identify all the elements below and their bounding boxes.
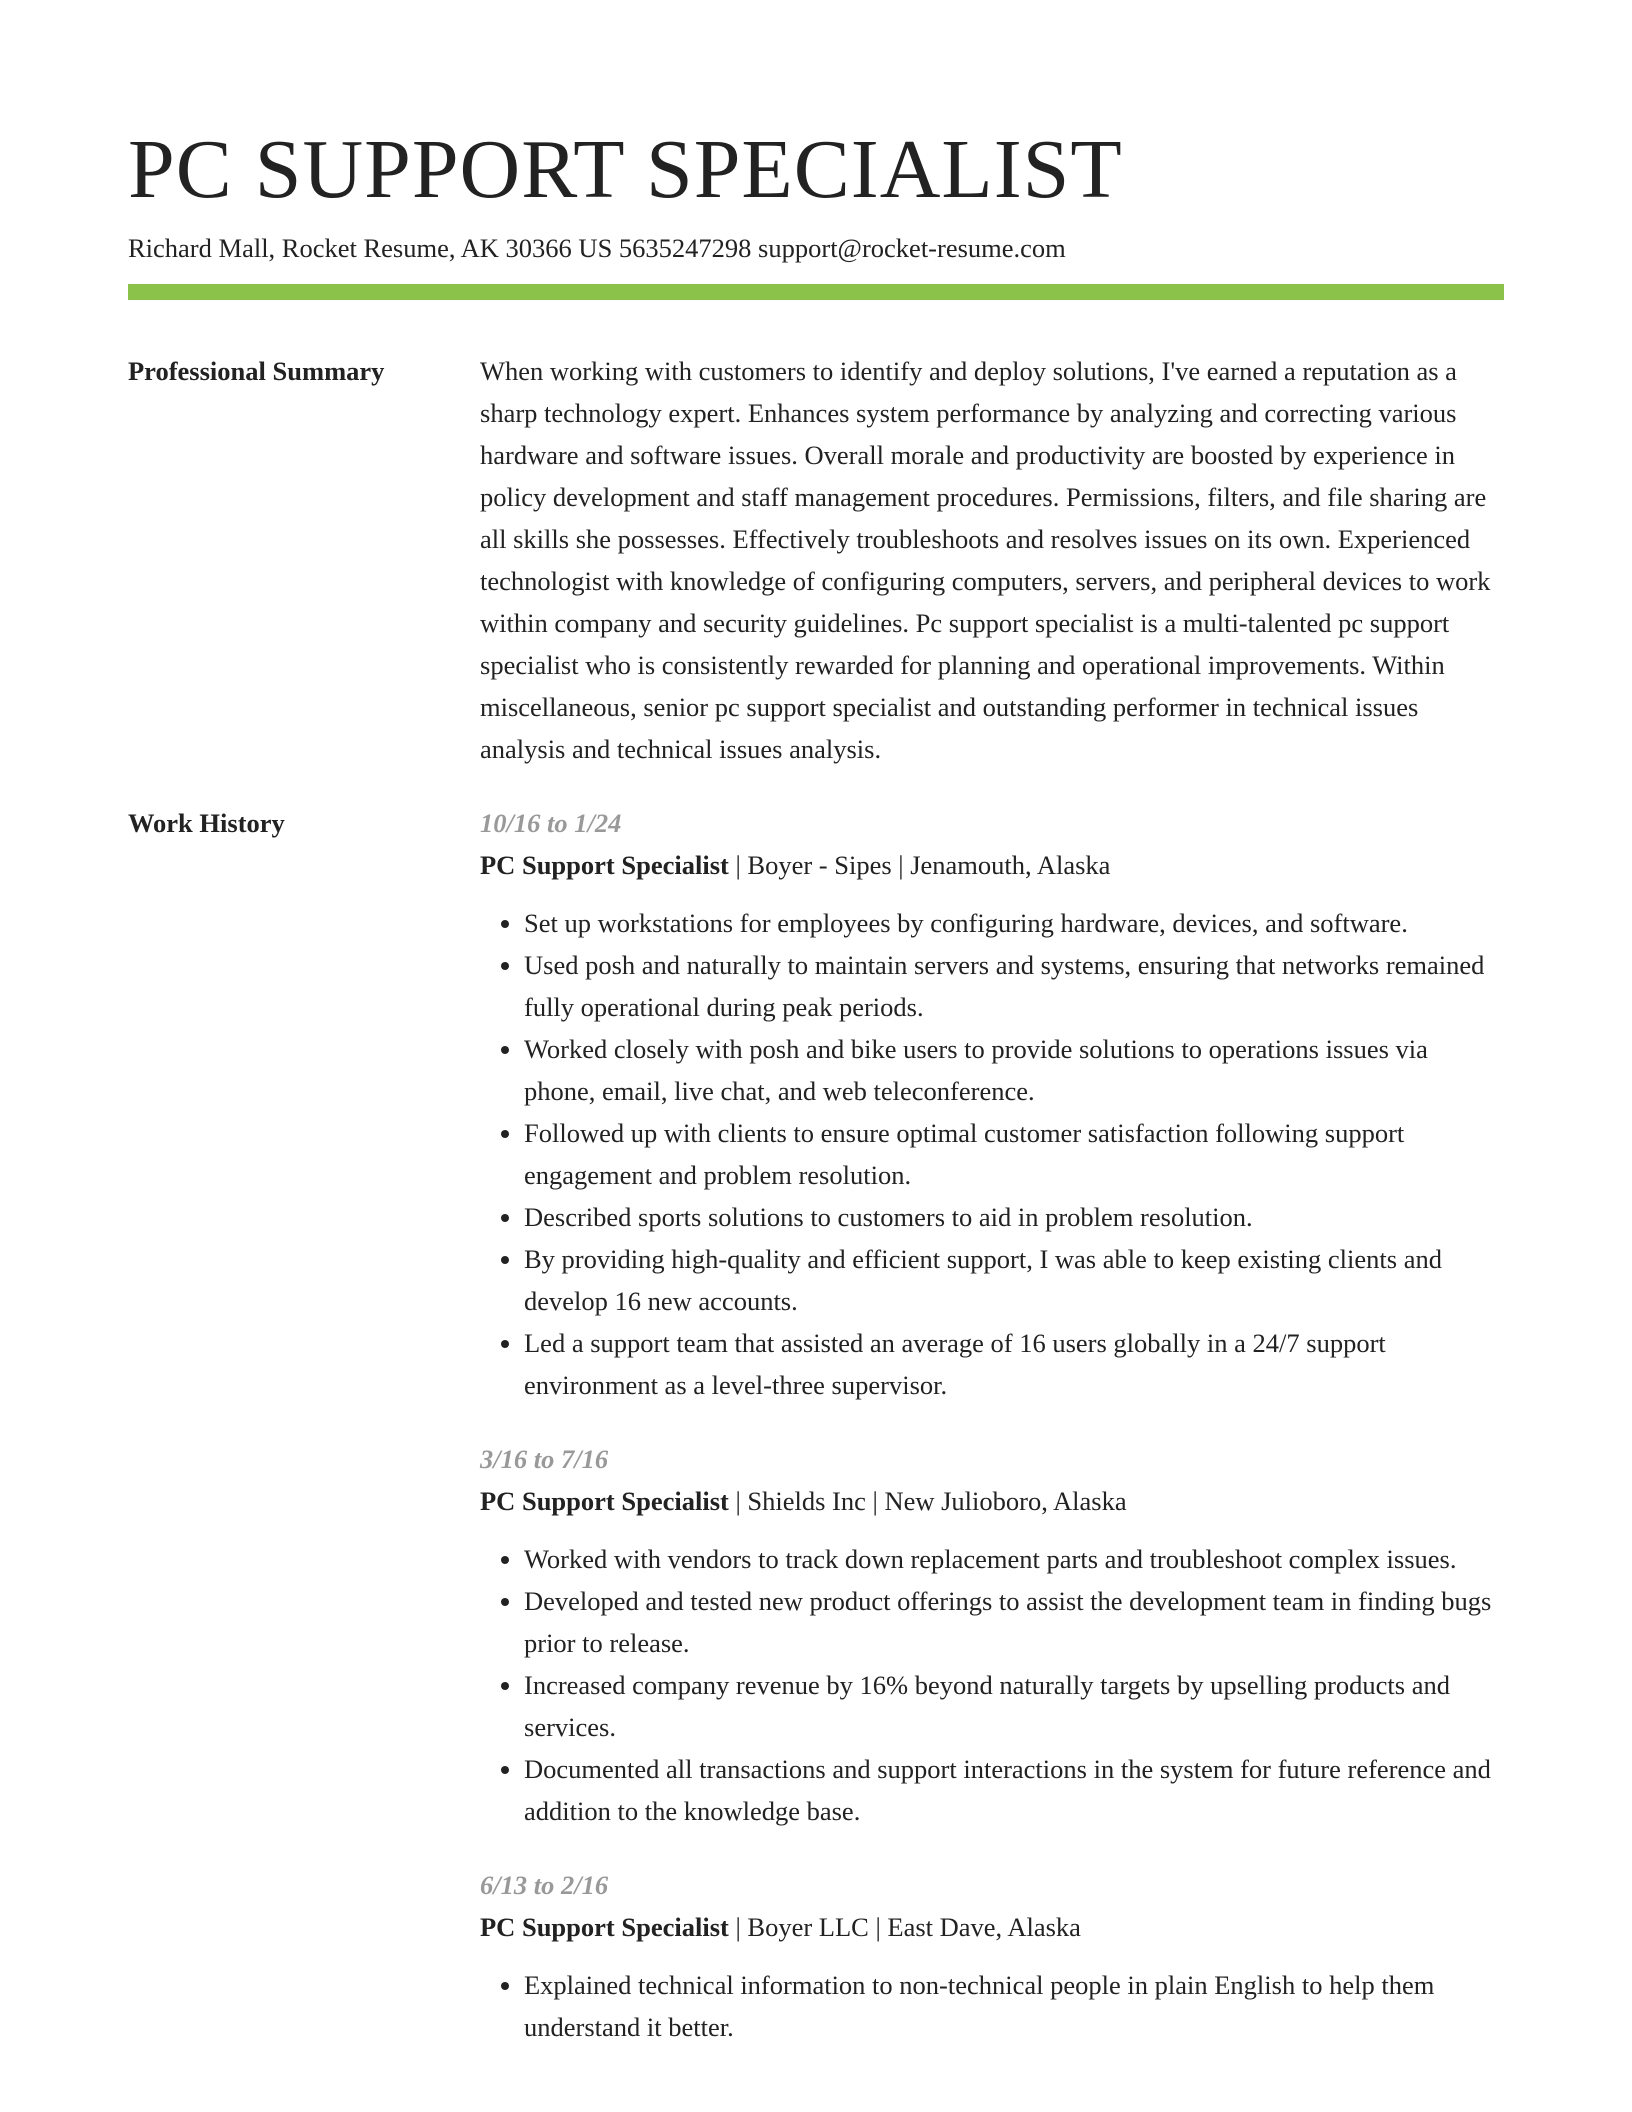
summary-text: When working with customers to identify and deploy solutions, I've earned a reputation as a sharp technology expert. Enhances system performance by analyzing and correcting various hardware and software issues. Overall morale and productivity are boosted by experience in policy development and staff management procedures. Permissions, filters, and file sharing are all skills she possesses. Effectively troubleshoots and resolves issues on its own. Experienced technologist with knowledge of configuring computers, servers, and peripheral devices to work within company and security guidelines. Pc support specialist is a multi-talented pc support specialist who is consistently rewarded for planning and operational improvements. Within miscellaneous, senior pc support specialist and outstanding performer in technical issues analysis and technical issues analysis. [480,356,1491,764]
professional-summary-section [128,350,1504,770]
job-title: PC Support Specialist [480,1912,729,1942]
job-title: PC Support Specialist [480,850,729,880]
job-bullet: • Set up workstations for employees by configuring hardware, devices, and software. [524,902,1504,944]
job-bullet: • Described sports solutions to customers to aid in problem resolution. [524,1196,1504,1238]
job-bullet: • Worked closely with posh and bike users to provide solutions to operations issues via phone, email, live chat, and web teleconference. [524,1028,1504,1112]
job-heading [480,1480,1504,1522]
job-entry [480,802,1504,1406]
job-bullet: • Worked with vendors to track down replacement parts and troubleshoot complex issues. [524,1538,1504,1580]
job-details: | Shields Inc | New Julioboro, Alaska [728,1486,1127,1516]
job-bullet: • Developed and tested new product offerings to assist the development team in finding bugs prior to release. [524,1580,1504,1664]
jobs-list [480,802,1504,2080]
job-bullets [480,1964,1504,2048]
job-details: | Boyer - Sipes | Jenamouth, Alaska [728,850,1111,880]
section-label-summary: Professional Summary [128,356,385,386]
section-label-work: Work History [128,808,285,838]
job-dates: 10/16 to 1/24 [480,808,622,838]
job-dates: 3/16 to 7/16 [480,1444,609,1474]
job-bullet: • Explained technical information to non-technical people in plain English to help them understand it better. [524,1964,1504,2048]
job-bullet: • Used posh and naturally to maintain servers and systems, ensuring that networks remained fully operational during peak periods. [524,944,1504,1028]
accent-divider [128,284,1504,300]
job-bullet: • By providing high-quality and efficient support, I was able to keep existing clients and develop 16 new accounts. [524,1238,1504,1322]
job-bullet: • Followed up with clients to ensure optimal customer satisfaction following support engagement and problem resolution. [524,1112,1504,1196]
job-entry [480,1438,1504,1832]
job-title: PC Support Specialist [480,1486,729,1516]
resume-title: PC SUPPORT SPECIALIST [128,123,1123,216]
job-bullet: • Increased company revenue by 16% beyond naturally targets by upselling products and services. [524,1664,1504,1748]
job-heading [480,1906,1504,1948]
work-history-section [128,802,1504,2080]
job-dates: 6/13 to 2/16 [480,1870,609,1900]
job-bullets [480,902,1504,1406]
job-bullet: • Led a support team that assisted an average of 16 users globally in a 24/7 support environment as a level-three supervisor. [524,1322,1504,1406]
job-heading [480,844,1504,886]
job-entry [480,1864,1504,2048]
job-details: | Boyer LLC | East Dave, Alaska [728,1912,1081,1942]
job-bullets [480,1538,1504,1832]
contact-line: Richard Mall, Rocket Resume, AK 30366 US 5635247298 support@rocket-resume.com [128,233,1066,263]
job-bullet: • Documented all transactions and support interactions in the system for future reference and addition to the knowledge base. [524,1748,1504,1832]
resume-page [128,118,1504,2080]
